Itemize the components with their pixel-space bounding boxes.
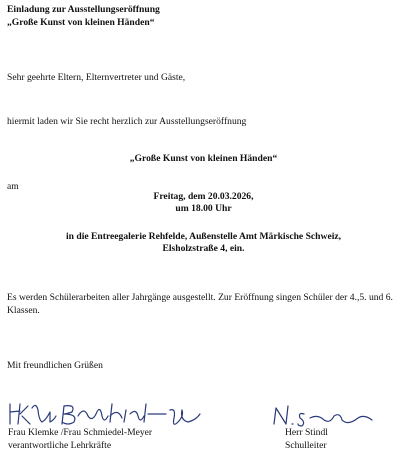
signer-principal-role: Schulleiter (285, 440, 327, 451)
signer-principal-name: Herr Stindl (285, 427, 328, 438)
body-paragraph: Es werden Schülerarbeiten aller Jahrgänge ausgestellt. Zur Eröffnung singen Schüler der 4.,5. und 6. Klassen. (7, 292, 393, 316)
am-label: am (7, 181, 19, 192)
event-title: „Große Kunst von kleinen Händen“ (129, 153, 278, 164)
event-address: Elsholzstraße 4, ein. (162, 243, 245, 254)
event-venue: in die Entreegalerie Rehfelde, Außenstelle Amt Märkische Schweiz, (65, 231, 342, 242)
event-date: Freitag, dem 20.03.2026, (153, 191, 254, 202)
letter-heading: Einladung zur Ausstellungseröffnung (7, 4, 160, 15)
signer-teachers-names: Frau Klemke /Frau Schmiedel-Meyer (8, 427, 153, 438)
intro-sentence: hiermit laden wir Sie recht herzlich zur Ausstellungseröffnung (7, 116, 247, 127)
signature-principal (268, 402, 378, 428)
salutation: Sehr geehrte Eltern, Elternvertreter und Gäste, (7, 72, 186, 83)
event-time: um 18.00 Uhr (175, 203, 232, 214)
signature-teachers (6, 398, 216, 428)
closing-phrase: Mit freundlichen Grüßen (7, 360, 103, 371)
letter-heading-subtitle: „Große Kunst von kleinen Händen“ (7, 17, 155, 28)
signer-teachers-role: verantwortliche Lehrkräfte (8, 440, 112, 451)
